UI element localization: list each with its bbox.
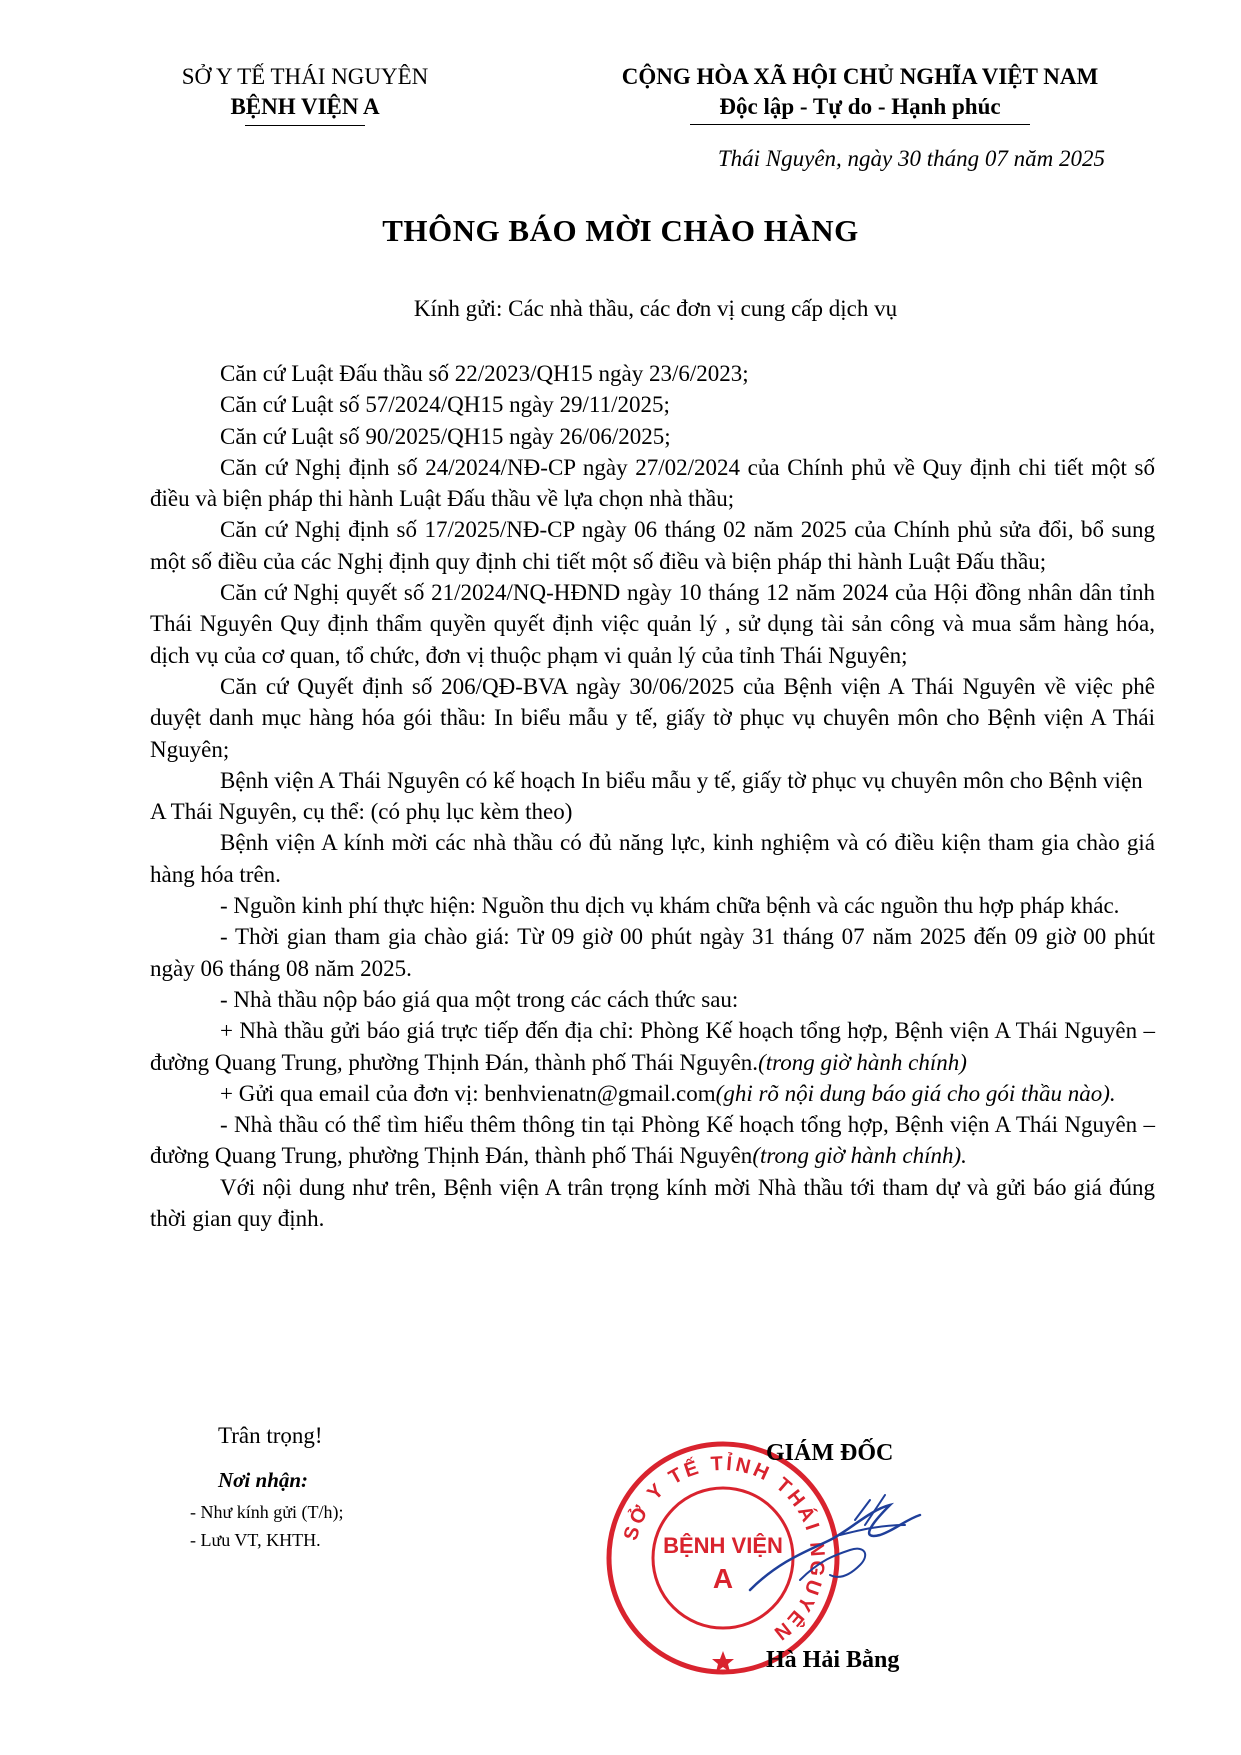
paragraph: Căn cứ Nghị định số 24/2024/NĐ-CP ngày 27/02/2024 của Chính phủ về Quy định chi tiết một số điều và biện pháp thi hành Luật Đấu thầu về lựa chọn nhà thầu; [150,454,1155,512]
signer-name: Hà Hải Bằng [766,1647,900,1673]
paragraph-note: (ghi rõ nội dung báo giá cho gói thầu nào). [715,1080,1116,1106]
list-item: - Lưu VT, KHTH. [190,1530,321,1550]
motto-underline [690,124,1030,125]
paragraph [150,1015,1155,1078]
paragraph-text: + Nhà thầu gửi báo giá trực tiếp đến địa chỉ: Phòng Kế hoạch tổng hợp, Bệnh viện A Thái Nguyên – đường Quang Trung, phường Thịnh Đán, thành phố Thái Nguyên. [150,1018,1155,1075]
paragraph [150,1078,1155,1109]
document-body [150,358,1155,1234]
stamp-center-line1: BỆNH VIỆN [663,1533,783,1558]
hospital-name: BỆNH VIỆN A [230,94,380,119]
paragraph: - Nhà thầu nộp báo giá qua một trong các cách thức sau: [220,986,739,1012]
paragraph: - Nguồn kinh phí thực hiện: Nguồn thu dịch vụ khám chữa bệnh và các nguồn thu hợp pháp khác. [220,893,1120,919]
paragraph: Với nội dung như trên, Bệnh viện A trân trọng kính mời Nhà thầu tới tham dự và gửi báo giá đúng thời gian quy định. [150,1174,1155,1232]
document-title: THÔNG BÁO MỜI CHÀO HÀNG [382,213,859,248]
paragraph: Căn cứ Nghị quyết số 21/2024/NQ-HĐND ngày 10 tháng 12 năm 2024 của Hội đồng nhân dân tỉnh Thái Nguyên Quy định thẩm quyền quyết định việc quản lý , sử dụng tài sản công và mua sắm hàng hóa, dịch vụ của cơ quan, tổ chức, đơn vị thuộc phạm vi quản lý của tỉnh Thái Nguyên; [150,580,1155,668]
nation-name: CỘNG HÒA XÃ HỘI CHỦ NGHĨA VIỆT NAM [621,64,1099,89]
paragraph-note: (trong giờ hành chính) [758,1049,967,1075]
paragraph: Căn cứ Luật số 57/2024/QH15 ngày 29/11/2025; [220,392,670,418]
recipients-list [190,1498,344,1554]
paragraph: Căn cứ Luật Đấu thầu số 22/2023/QH15 ngày 23/6/2023; [220,361,749,386]
list-item: - Như kính gửi (T/h); [190,1502,344,1522]
stamp-star-icon [712,1651,734,1672]
national-motto: Độc lập - Tự do - Hạnh phúc [719,94,1001,119]
stamp-center-line2: A [712,1563,734,1594]
signer-title: GIÁM ĐỐC [766,1440,894,1466]
recipients-title: Nơi nhận: [218,1468,309,1492]
paragraph: Căn cứ Nghị định số 17/2025/NĐ-CP ngày 06 tháng 02 năm 2025 của Chính phủ sửa đổi, bổ sung một số điều của các Nghị định quy định chi tiết một số điều và biện pháp thi hành Luật Đấu thầu; [150,517,1155,574]
document-date: Thái Nguyên, ngày 30 tháng 07 năm 2025 [717,146,1105,171]
paragraph-text: - Nhà thầu có thể tìm hiểu thêm thông tin tại Phòng Kế hoạch tổng hợp, Bệnh viện A Thái Nguyên – đường Quang Trung, phường Thịnh Đán, thành phố Thái Nguyên [150,1112,1155,1169]
closing-greeting: Trân trọng! [218,1423,323,1448]
paragraph-text: + Gửi qua email của đơn vị: benhvienatn@gmail.com [220,1080,716,1106]
paragraph: Bệnh viện A Thái Nguyên có kế hoạch In biểu mẫu y tế, giấy tờ phục vụ chuyên môn cho Bệnh viện A Thái Nguyên, cụ thể: (có phụ lục kèm theo) [150,767,1143,825]
issuing-agency-block [150,62,460,126]
paragraph: - Thời gian tham gia chào giá: Từ 09 giờ 00 phút ngày 31 tháng 07 năm 2025 đến 09 giờ 00 phút ngày 06 tháng 08 năm 2025. [150,924,1155,981]
national-header-block [560,62,1160,125]
paragraph: Căn cứ Luật số 90/2025/QH15 ngày 26/06/2025; [220,423,671,449]
handwritten-signature [720,1480,960,1630]
hospital-underline [245,125,365,126]
paragraph-note: (trong giờ hành chính). [752,1143,967,1169]
agency-name: SỞ Y TẾ THÁI NGUYÊN [181,64,429,89]
paragraph: Bệnh viện A kính mời các nhà thầu có đủ năng lực, kinh nghiệm và có điều kiện tham gia chào giá hàng hóa trên. [150,830,1155,887]
paragraph: Căn cứ Quyết định số 206/QĐ-BVA ngày 30/06/2025 của Bệnh viện A Thái Nguyên về việc phê duyệt danh mục hàng hóa gói thầu: In biểu mẫu y tế, giấy tờ phục vụ chuyên môn cho Bệnh viện A Thái Nguyên; [150,673,1155,762]
recipient-line: Kính gửi: Các nhà thầu, các đơn vị cung cấp dịch vụ [413,296,898,321]
paragraph [150,1109,1155,1172]
stamp-ring-text: SỞ Y TẾ TỈNH THÁI NGUYÊN [619,1452,829,1646]
